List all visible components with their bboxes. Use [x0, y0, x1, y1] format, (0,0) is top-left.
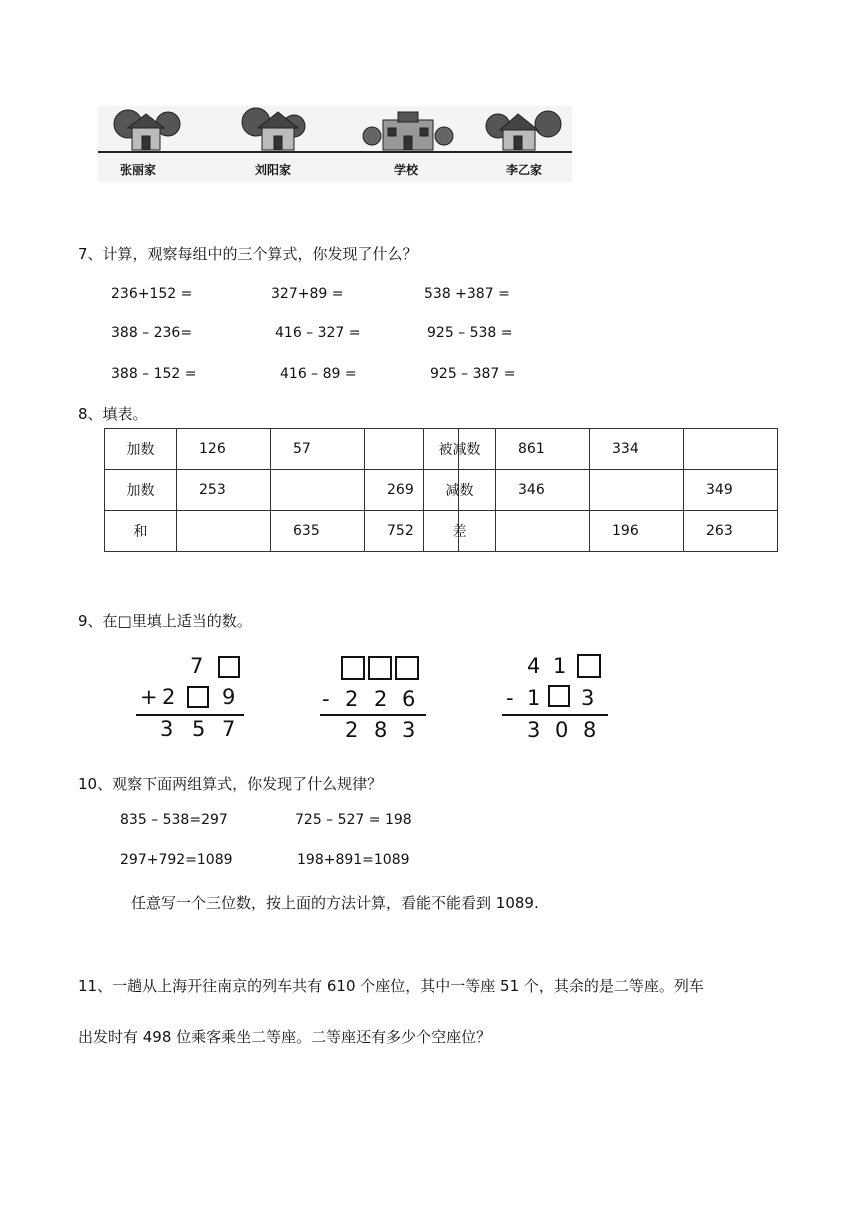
cell: 和	[105, 511, 177, 552]
p1-operator: +	[140, 685, 158, 709]
q7-r2c3: 925 – 538 =	[427, 325, 513, 341]
q11-line2: 出发时有 498 位乘客乘坐二等座。二等座还有多少个空座位？	[78, 1028, 492, 1046]
p1-mid-digit-c: 9	[222, 685, 236, 709]
q7-title: 7、计算，观察每组中的三个算式，你发现了什么？	[78, 245, 418, 263]
p1-rule	[136, 714, 244, 716]
cell: 269	[365, 470, 459, 511]
p1-result-digit: 3	[160, 717, 174, 741]
p1-blank-box[interactable]	[187, 686, 209, 708]
house-1	[114, 110, 180, 150]
cell: 861	[496, 429, 590, 470]
p3-mid-digit-c: 3	[581, 686, 595, 710]
label-liyi-home: 李乙家	[506, 163, 543, 177]
q9-title: 9、在□里填上适当的数。	[78, 612, 252, 630]
cell: 196	[590, 511, 684, 552]
q7-r1c1: 236+152 =	[111, 286, 193, 302]
q7-r2c1: 388 – 236=	[111, 325, 193, 341]
p1-mid-digit-a: 2	[162, 685, 176, 709]
p3-result-digit: 8	[583, 718, 597, 742]
cell: 加数	[105, 429, 177, 470]
p3-result-digit: 3	[527, 718, 541, 742]
houses-drawing	[98, 106, 572, 182]
p1-result-digit: 5	[192, 717, 206, 741]
label-zhangli-home: 张丽家	[120, 163, 157, 177]
q7-r1c2: 327+89 =	[271, 286, 344, 302]
q7-r3c1: 388 – 152 =	[111, 366, 197, 382]
cell: 减数	[424, 470, 496, 511]
cell: 253	[177, 470, 271, 511]
p2-blank-box[interactable]	[368, 656, 392, 680]
house-4	[486, 111, 561, 150]
p2-operator: -	[322, 687, 330, 711]
label-liuyang-home: 刘阳家	[255, 163, 292, 177]
q7-r3c3: 925 – 387 =	[430, 366, 516, 382]
addition-table	[104, 428, 459, 552]
p3-blank-box[interactable]	[577, 654, 601, 678]
cell: 635	[271, 511, 365, 552]
cell: 被减数	[424, 429, 496, 470]
school-building	[363, 112, 453, 150]
p1-blank-box[interactable]	[218, 656, 240, 678]
p2-rule	[320, 714, 426, 716]
p3-blank-box[interactable]	[548, 685, 570, 707]
cell	[684, 429, 778, 470]
p2-mid-digit: 6	[402, 687, 416, 711]
p2-mid-digit: 2	[374, 687, 388, 711]
p3-result-digit: 0	[555, 718, 569, 742]
p2-result-digit: 2	[345, 718, 359, 742]
p2-result-digit: 8	[374, 718, 388, 742]
cell: 126	[177, 429, 271, 470]
p2-result-digit: 3	[402, 718, 416, 742]
cell: 334	[590, 429, 684, 470]
q10-r2c2: 198+891=1089	[297, 852, 410, 868]
p3-operator: -	[506, 686, 514, 710]
q10-r1c2: 725 – 527 = 198	[295, 812, 412, 828]
q10-note: 任意写一个三位数，按上面的方法计算，看能不能看到 1089.	[131, 894, 539, 912]
p2-blank-box[interactable]	[395, 656, 419, 680]
p3-mid-digit-a: 1	[527, 686, 541, 710]
q10-r2c1: 297+792=1089	[120, 852, 233, 868]
cell: 263	[684, 511, 778, 552]
cell: 57	[271, 429, 365, 470]
cell: 加数	[105, 470, 177, 511]
cell	[177, 511, 271, 552]
p3-top-digit: 1	[553, 654, 567, 678]
q11-line1: 11、一趟从上海开往南京的列车共有 610 个座位，其中一等座 51 个，其余的是二等座。列车	[78, 977, 704, 995]
cell: 346	[496, 470, 590, 511]
q7-r3c2: 416 – 89 =	[280, 366, 357, 382]
q7-r2c2: 416 – 327 =	[275, 325, 361, 341]
p3-top-digit: 4	[527, 654, 541, 678]
p1-top-digit: 7	[190, 654, 204, 678]
houses-illustration	[98, 106, 572, 182]
q10-r1c1: 835 – 538=297	[120, 812, 228, 828]
p2-mid-digit: 2	[345, 687, 359, 711]
house-2	[242, 108, 305, 150]
label-school: 学校	[394, 163, 419, 177]
p3-rule	[502, 714, 608, 716]
p2-blank-box[interactable]	[341, 656, 365, 680]
cell: 差	[424, 511, 496, 552]
q7-r1c3: 538 +387 =	[424, 286, 510, 302]
cell: 349	[684, 470, 778, 511]
q10-title: 10、观察下面两组算式，你发现了什么规律？	[78, 775, 383, 793]
q8-title: 8、填表。	[78, 405, 148, 423]
subtraction-table	[423, 428, 778, 552]
cell	[590, 470, 684, 511]
cell	[271, 470, 365, 511]
cell	[496, 511, 590, 552]
p1-result-digit: 7	[222, 717, 236, 741]
cell: 752	[365, 511, 459, 552]
